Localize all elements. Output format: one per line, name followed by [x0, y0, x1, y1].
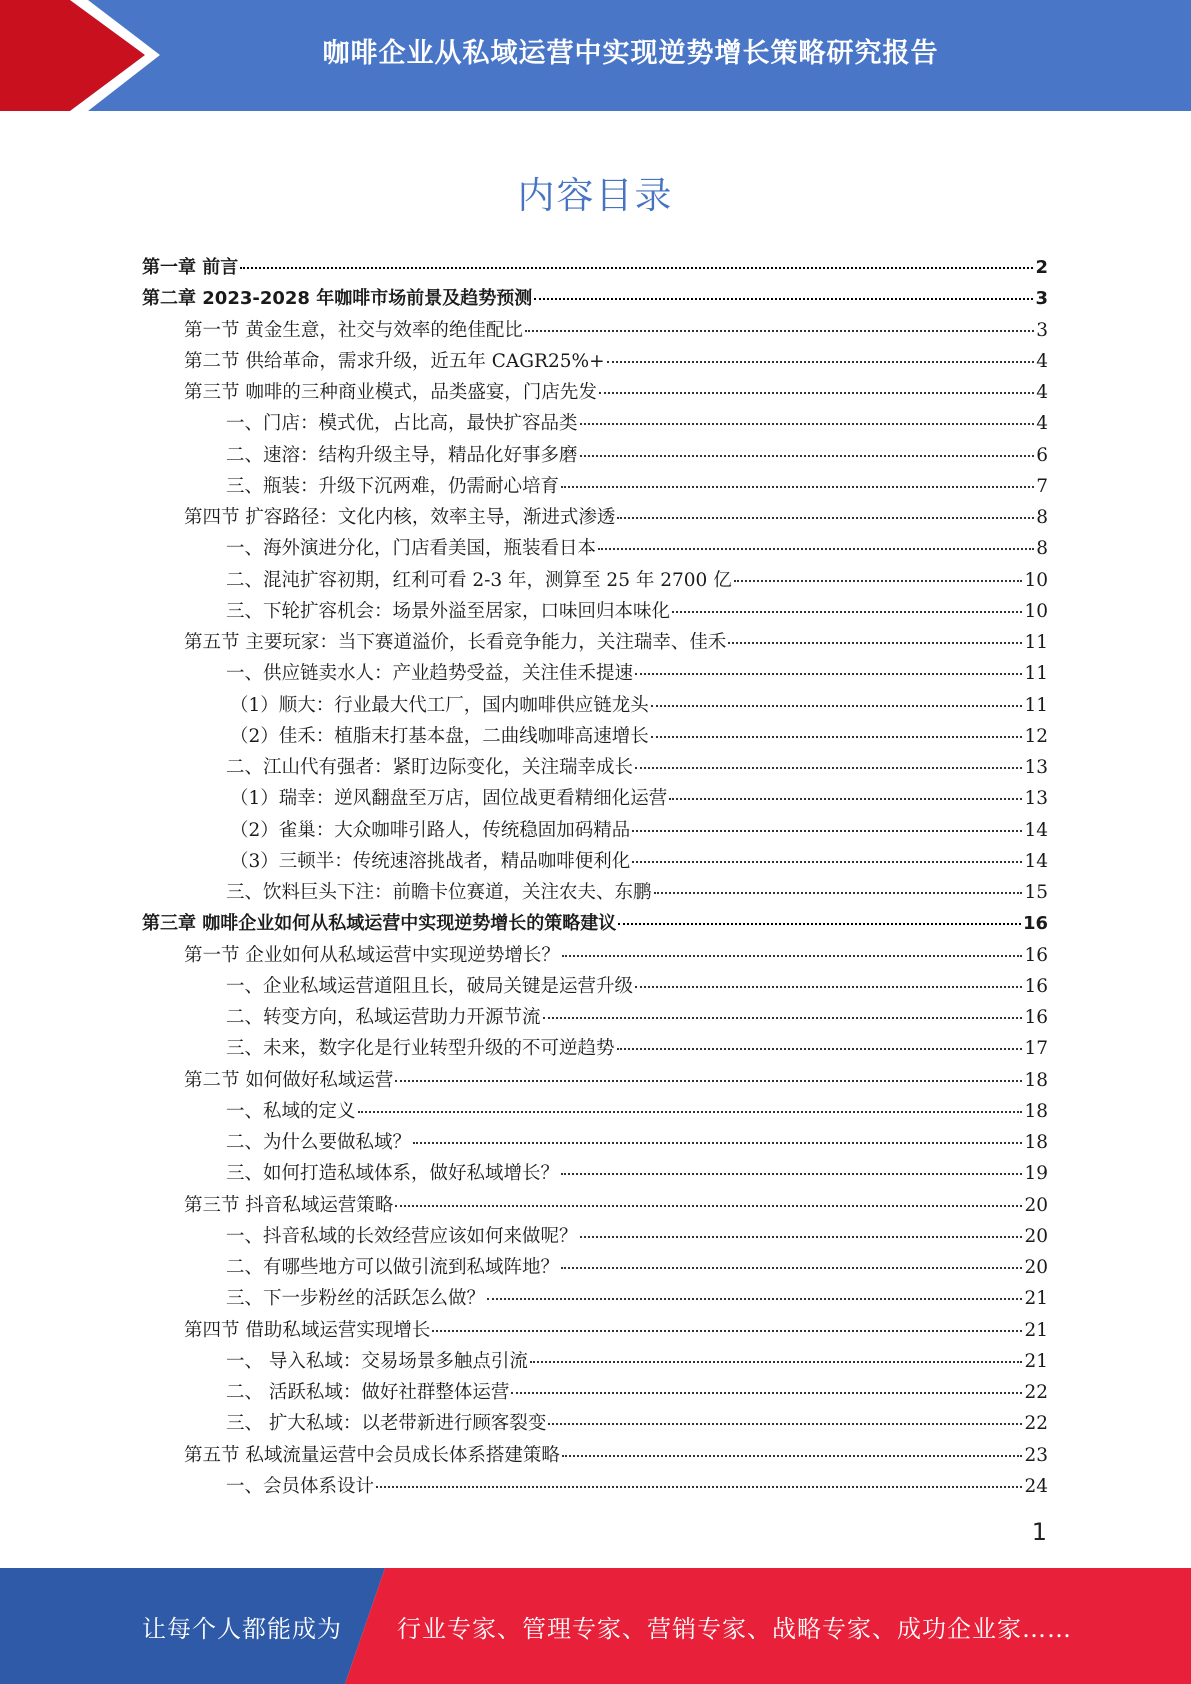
toc-leader-dots — [669, 798, 1022, 800]
toc-entry[interactable] — [142, 1316, 1048, 1347]
toc-entry-label: 三、 扩大私域：以老带新进行顾客裂变 — [226, 1413, 547, 1435]
toc-entry-page: 6 — [1036, 444, 1048, 466]
toc-entry[interactable] — [142, 316, 1048, 347]
toc-entry-page: 18 — [1024, 1132, 1048, 1153]
footer-slogan-right: 行业专家、管理专家、营销专家、战略专家、成功企业家…… — [397, 1614, 1072, 1643]
toc-leader-dots — [561, 1173, 1022, 1175]
footer-band — [0, 1568, 1191, 1684]
toc-entry-page: 4 — [1036, 350, 1048, 372]
toc-entry[interactable] — [142, 816, 1048, 847]
toc-entry-page: 23 — [1024, 1444, 1048, 1466]
toc-leader-dots — [561, 1267, 1022, 1269]
toc-entry-label: 二、速溶：结构升级主导，精品化好事多磨 — [226, 444, 578, 466]
toc-entry-page: 13 — [1024, 757, 1048, 778]
toc-entry-page: 11 — [1024, 694, 1048, 716]
toc-entry-page: 20 — [1024, 1194, 1048, 1216]
toc-entry-label: 第一节 企业如何从私域运营中实现逆势增长？ — [184, 944, 560, 966]
toc-entry-page: 4 — [1036, 413, 1048, 435]
toc-entry-label: 三、未来，数字化是行业转型升级的不可逆趋势 — [226, 1038, 615, 1060]
toc-leader-dots — [432, 1330, 1022, 1332]
toc-entry-label: 三、下一步粉丝的活跃怎么做？ — [226, 1288, 486, 1310]
toc-entry[interactable] — [142, 1284, 1048, 1315]
toc-entry-label: （2）佳禾：植脂末打基本盘，二曲线咖啡高速增长 — [230, 725, 649, 747]
toc-entry[interactable] — [142, 284, 1048, 315]
toc-entry[interactable] — [142, 1066, 1048, 1097]
toc-entry-label: 第三章 咖啡企业如何从私域运营中实现逆势增长的策略建议 — [142, 913, 617, 935]
toc-entry[interactable] — [142, 347, 1048, 378]
toc-entry[interactable] — [142, 1003, 1048, 1034]
toc-entry[interactable] — [142, 972, 1048, 1003]
table-of-contents — [142, 253, 1048, 1503]
toc-entry-label: 二、江山代有强者：紧盯边际变化，关注瑞幸成长 — [226, 757, 634, 778]
toc-entry-page: 20 — [1024, 1257, 1048, 1278]
toc-leader-dots — [487, 1298, 1022, 1300]
toc-leader-dots — [618, 923, 1021, 925]
toc-leader-dots — [617, 517, 1034, 519]
toc-leader-dots — [651, 736, 1023, 738]
toc-leader-dots — [599, 392, 1034, 394]
toc-entry-label: 三、下轮扩容机会：场景外溢至居家，口味回归本味化 — [226, 600, 671, 622]
header-arrow-decoration — [0, 0, 200, 111]
toc-entry-label: 第四节 借助私域运营实现增长 — [184, 1319, 431, 1341]
toc-leader-dots — [240, 267, 1033, 269]
toc-entry[interactable] — [142, 566, 1048, 597]
toc-leader-dots — [607, 361, 1035, 363]
toc-leader-dots — [617, 1048, 1023, 1050]
toc-entry[interactable] — [142, 847, 1048, 878]
toc-entry-page: 16 — [1024, 1007, 1048, 1028]
toc-entry-page: 14 — [1024, 850, 1048, 872]
toc-entry[interactable] — [142, 441, 1048, 472]
toc-entry[interactable] — [142, 628, 1048, 659]
toc-entry-label: 第一章 前言 — [142, 257, 239, 278]
toc-entry-page: 21 — [1024, 1350, 1048, 1372]
toc-leader-dots — [635, 986, 1022, 988]
toc-leader-dots — [525, 330, 1034, 332]
toc-entry-page: 2 — [1035, 257, 1048, 278]
toc-entry-label: 第三节 抖音私域运营策略 — [184, 1194, 394, 1216]
toc-entry-page: 11 — [1024, 632, 1048, 653]
toc-entry[interactable] — [142, 1034, 1048, 1065]
toc-entry-label: 第二节 供给革命，需求升级，近五年 CAGR25%+ — [184, 350, 605, 372]
toc-entry[interactable] — [142, 597, 1048, 628]
toc-entry[interactable] — [142, 409, 1048, 440]
toc-entry[interactable] — [142, 253, 1048, 284]
toc-leader-dots — [651, 705, 1023, 707]
toc-leader-dots — [562, 1455, 1023, 1457]
toc-entry-label: 第五节 主要玩家：当下赛道溢价，长看竞争能力，关注瑞幸、佳禾 — [184, 632, 727, 653]
report-title: 咖啡企业从私域运营中实现逆势增长策略研究报告 — [322, 37, 939, 69]
page-number: 1 — [1031, 1518, 1047, 1546]
toc-entry-label: 一、门店：模式优，占比高，最快扩容品类 — [226, 413, 578, 435]
toc-entry-page: 20 — [1024, 1225, 1048, 1247]
toc-entry-label: 一、企业私域运营道阻且长，破局关键是运营升级 — [226, 975, 634, 997]
toc-entry-label: 二、转变方向，私域运营助力开源节流 — [226, 1007, 541, 1028]
toc-entry[interactable] — [142, 1378, 1048, 1409]
toc-entry[interactable] — [142, 1128, 1048, 1159]
toc-leader-dots — [728, 642, 1022, 644]
toc-entry[interactable] — [142, 784, 1048, 815]
toc-entry-label: （3）三顿半：传统速溶挑战者，精品咖啡便利化 — [230, 850, 631, 872]
toc-entry-page: 22 — [1024, 1382, 1048, 1403]
toc-entry-page: 16 — [1024, 975, 1048, 997]
toc-entry-page: 7 — [1036, 475, 1048, 497]
toc-entry[interactable] — [142, 878, 1048, 909]
toc-entry-label: 一、抖音私域的长效经营应该如何来做呢？ — [226, 1225, 578, 1247]
toc-entry[interactable] — [142, 1472, 1048, 1503]
toc-leader-dots — [672, 611, 1022, 613]
toc-entry-page: 19 — [1024, 1163, 1048, 1185]
toc-entry[interactable] — [142, 1191, 1048, 1222]
toc-entry-page: 18 — [1024, 1100, 1048, 1122]
toc-entry[interactable] — [142, 722, 1048, 753]
toc-leader-dots — [395, 1080, 1022, 1082]
toc-entry[interactable] — [142, 659, 1048, 690]
toc-leader-dots — [580, 455, 1035, 457]
toc-entry-label: 三、瓶装：升级下沉两难，仍需耐心培育 — [226, 475, 560, 497]
toc-entry-label: （2）雀巢：大众咖啡引路人，传统稳固加码精品 — [230, 819, 631, 841]
toc-leader-dots — [635, 673, 1022, 675]
toc-entry-page: 11 — [1024, 663, 1048, 685]
footer-slogan-left: 让每个人都能成为 — [142, 1614, 342, 1643]
toc-entry-page: 14 — [1024, 819, 1048, 841]
toc-entry[interactable] — [142, 1441, 1048, 1472]
toc-leader-dots — [534, 298, 1033, 300]
toc-entry-page: 18 — [1024, 1069, 1048, 1091]
toc-leader-dots — [562, 955, 1023, 957]
toc-entry[interactable] — [142, 1347, 1048, 1378]
toc-entry[interactable] — [142, 941, 1048, 972]
toc-leader-dots — [580, 423, 1035, 425]
toc-entry-page: 12 — [1024, 725, 1048, 747]
toc-entry[interactable] — [142, 1159, 1048, 1190]
toc-entry-label: 二、混沌扩容初期，红利可看 2-3 年，测算至 25 年 2700 亿 — [226, 569, 732, 591]
toc-entry-label: 一、供应链卖水人：产业趋势受益，关注佳禾提速 — [226, 663, 634, 685]
toc-entry-page: 21 — [1024, 1288, 1048, 1310]
toc-entry-page: 17 — [1024, 1038, 1048, 1060]
toc-entry-page: 21 — [1024, 1319, 1048, 1341]
toc-entry-label: 一、海外演进分化，门店看美国，瓶装看日本 — [226, 538, 597, 560]
toc-leader-dots — [561, 486, 1034, 488]
toc-entry-page: 8 — [1036, 507, 1048, 528]
toc-leader-dots — [635, 767, 1022, 769]
header-band — [0, 0, 1191, 111]
toc-entry[interactable] — [142, 378, 1048, 409]
toc-leader-dots — [654, 892, 1023, 894]
toc-entry[interactable] — [142, 1222, 1048, 1253]
toc-entry-label: 三、如何打造私域体系，做好私域增长？ — [226, 1163, 560, 1185]
toc-entry-page: 4 — [1036, 382, 1048, 403]
toc-entry-page: 24 — [1024, 1475, 1048, 1497]
toc-entry[interactable] — [142, 1097, 1048, 1128]
toc-entry[interactable] — [142, 1253, 1048, 1284]
toc-entry-page: 13 — [1024, 788, 1048, 810]
toc-entry-label: 第三节 咖啡的三种商业模式，品类盛宴，门店先发 — [184, 382, 597, 403]
toc-entry-label: （1）瑞幸：逆风翻盘至万店，固位战更看精细化运营 — [230, 788, 668, 810]
toc-entry-label: 第一节 黄金生意，社交与效率的绝佳配比 — [184, 319, 523, 341]
toc-leader-dots — [395, 1205, 1022, 1207]
toc-entry[interactable] — [142, 909, 1048, 940]
toc-entry[interactable] — [142, 503, 1048, 534]
toc-leader-dots — [580, 1236, 1023, 1238]
toc-entry-label: 二、有哪些地方可以做引流到私域阵地？ — [226, 1257, 560, 1278]
toc-heading: 内容目录 — [517, 174, 674, 217]
toc-entry[interactable] — [142, 753, 1048, 784]
toc-entry-label: 二、 活跃私域：做好社群整体运营 — [226, 1382, 510, 1403]
toc-entry-label: 第五节 私域流量运营中会员成长体系搭建策略 — [184, 1444, 560, 1466]
toc-entry-page: 16 — [1022, 913, 1048, 935]
toc-entry-page: 3 — [1035, 288, 1048, 310]
toc-entry-label: 一、私域的定义 — [226, 1100, 356, 1122]
toc-entry[interactable] — [142, 472, 1048, 503]
toc-entry[interactable] — [142, 691, 1048, 722]
toc-leader-dots — [376, 1486, 1022, 1488]
toc-leader-dots — [530, 1361, 1023, 1363]
toc-leader-dots — [632, 861, 1022, 863]
toc-leader-dots — [598, 548, 1034, 550]
toc-leader-dots — [543, 1017, 1023, 1019]
toc-leader-dots — [511, 1392, 1022, 1394]
toc-entry-label: 一、会员体系设计 — [226, 1475, 375, 1497]
toc-entry-page: 8 — [1036, 538, 1048, 560]
toc-entry-label: 第四节 扩容路径：文化内核，效率主导，渐进式渗透 — [184, 507, 616, 528]
toc-entry-page: 3 — [1036, 319, 1048, 341]
toc-entry-label: 三、饮料巨头下注：前瞻卡位赛道，关注农夫、东鹏 — [226, 882, 652, 903]
toc-entry-label: 一、 导入私域：交易场景多触点引流 — [226, 1350, 528, 1372]
toc-leader-dots — [413, 1142, 1022, 1144]
toc-leader-dots — [734, 580, 1023, 582]
toc-leader-dots — [548, 1423, 1022, 1425]
toc-entry-label: （1）顺大：行业最大代工厂，国内咖啡供应链龙头 — [230, 694, 649, 716]
toc-entry[interactable] — [142, 1409, 1048, 1440]
toc-entry-page: 22 — [1024, 1413, 1048, 1435]
toc-entry-page: 15 — [1024, 882, 1048, 903]
toc-entry-page: 16 — [1024, 944, 1048, 966]
toc-entry-label: 第二节 如何做好私域运营 — [184, 1069, 394, 1091]
toc-entry[interactable] — [142, 534, 1048, 565]
toc-entry-label: 二、为什么要做私域？ — [226, 1132, 412, 1153]
toc-entry-page: 10 — [1024, 569, 1048, 591]
toc-entry-label: 第二章 2023-2028 年咖啡市场前景及趋势预测 — [142, 288, 533, 310]
toc-leader-dots — [632, 830, 1022, 832]
toc-entry-page: 10 — [1024, 600, 1048, 622]
toc-leader-dots — [358, 1111, 1023, 1113]
